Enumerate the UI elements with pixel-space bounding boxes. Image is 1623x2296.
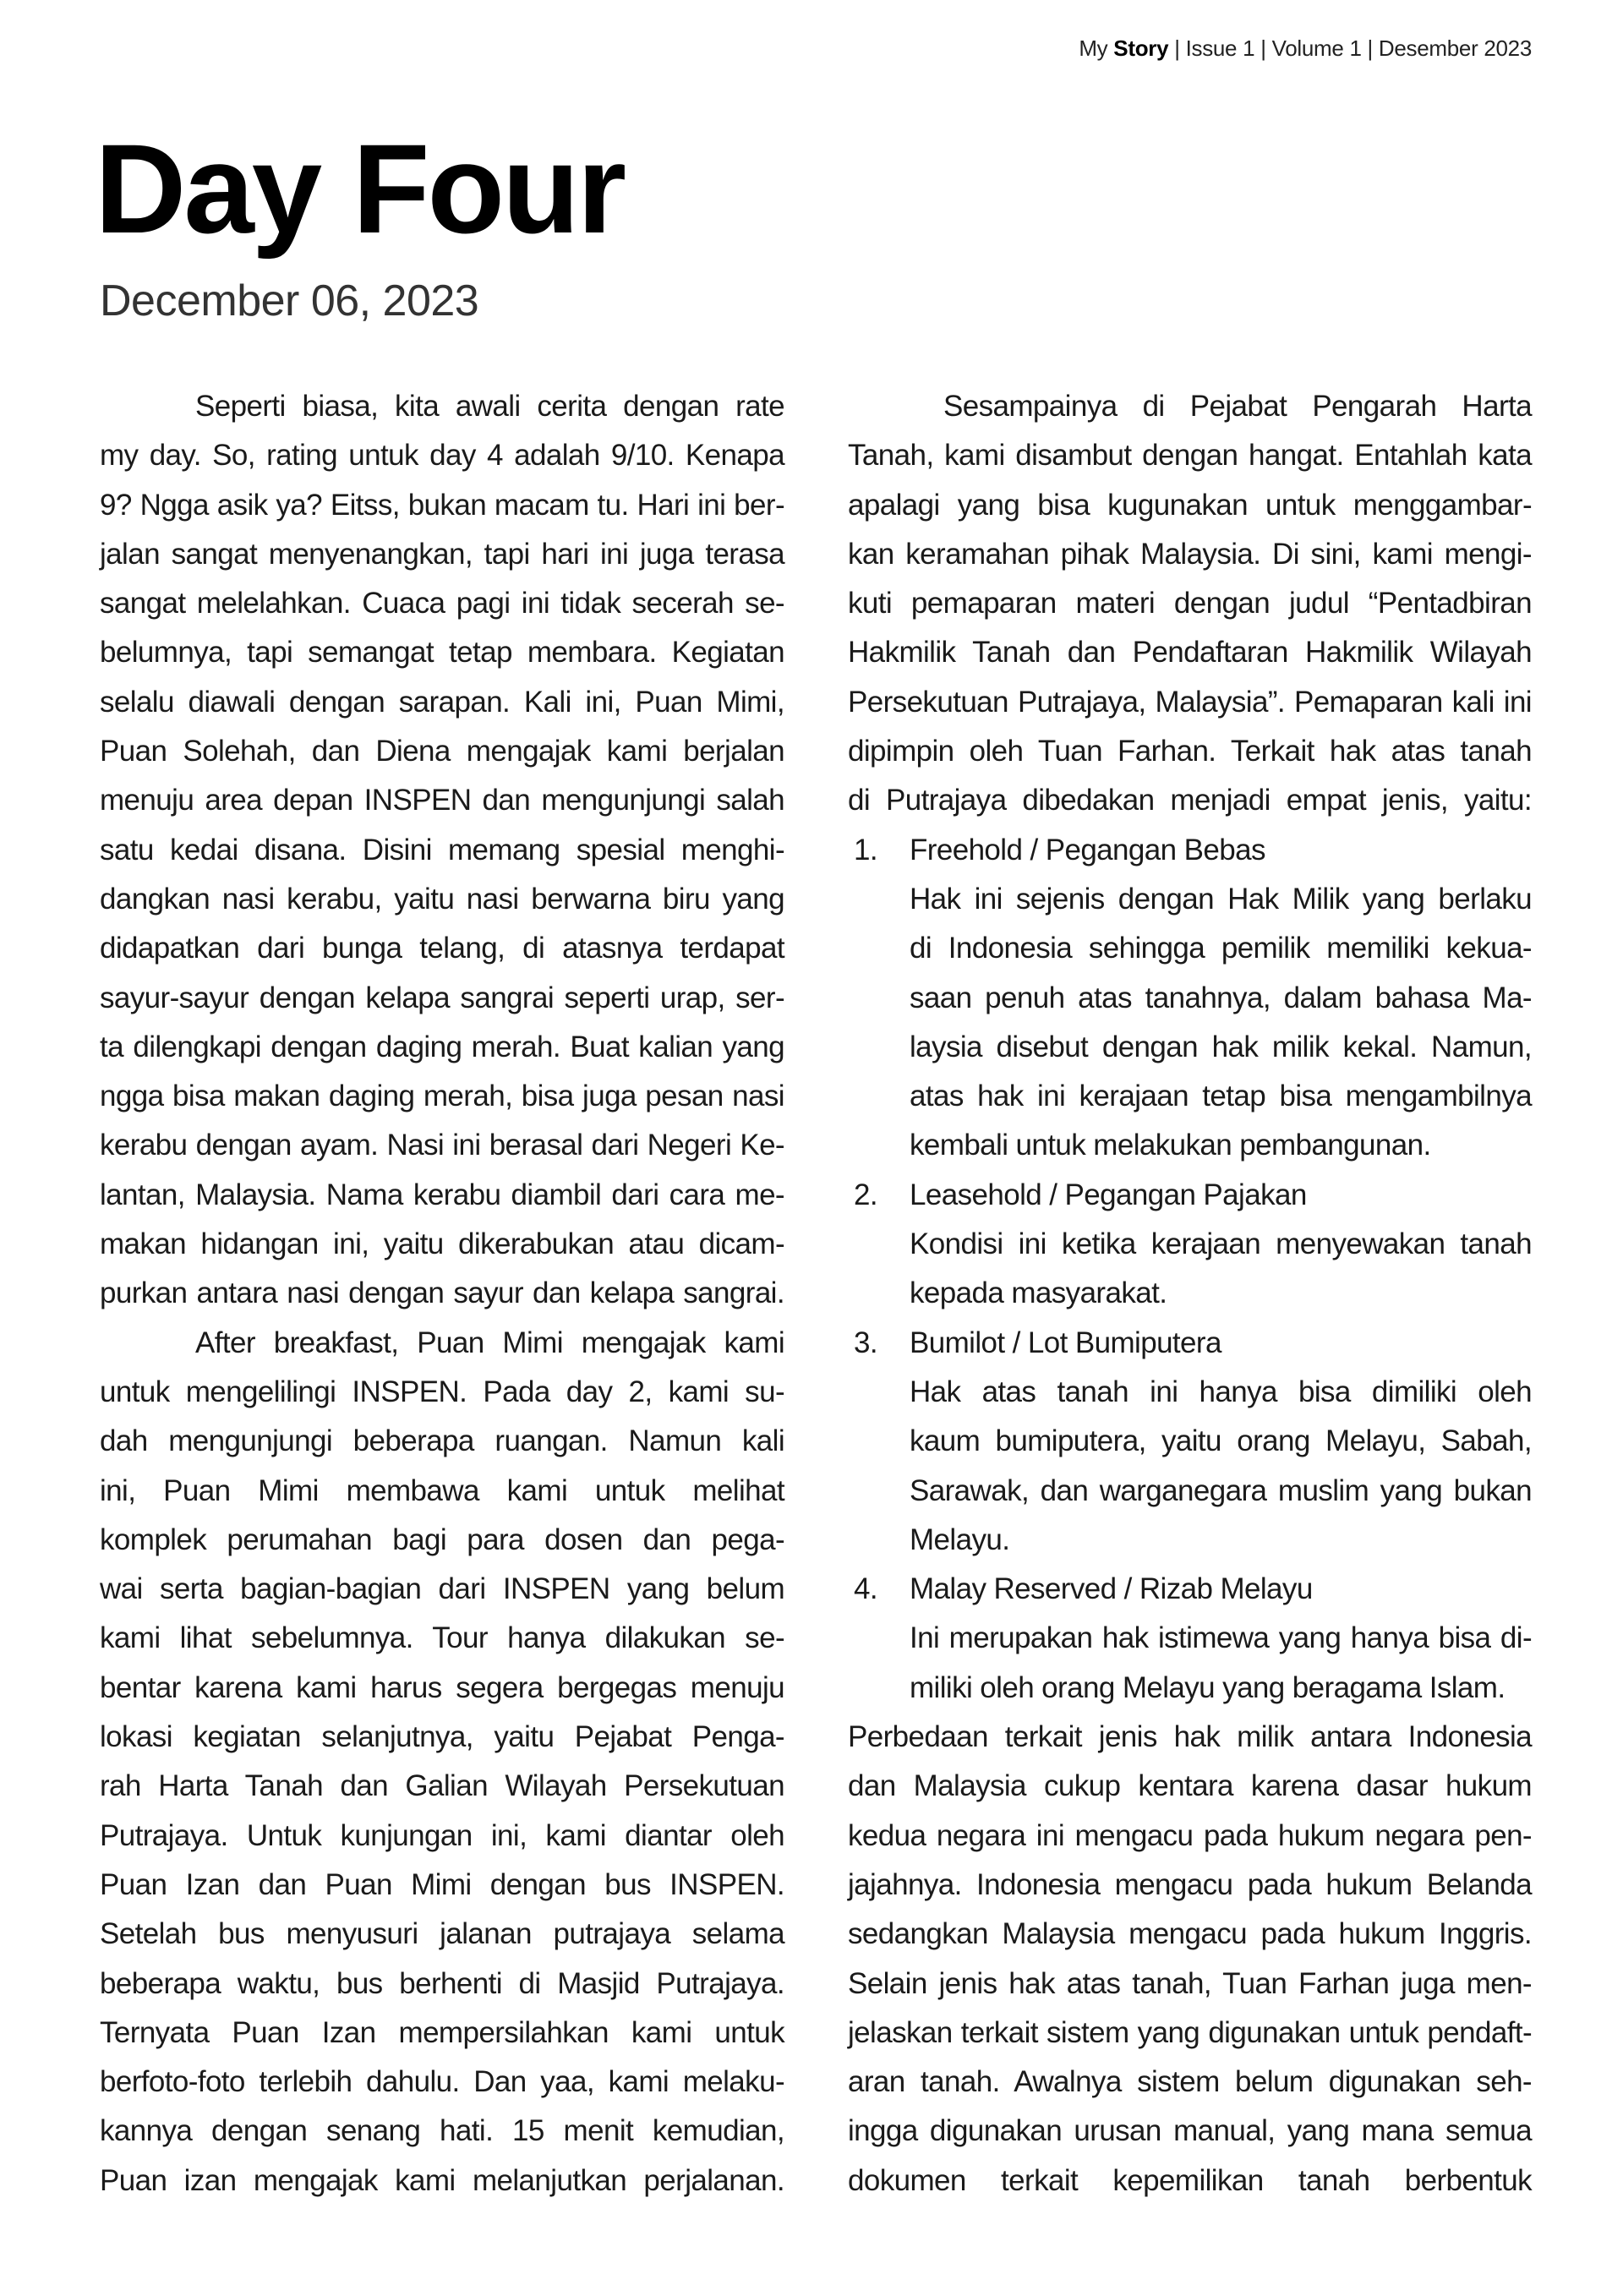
text-line: saan penuh atas tanahnya, dalam bahasa Ma- bbox=[910, 981, 1532, 1014]
header-issue-info: | Issue 1 | Volume 1 | Desember 2023 bbox=[1168, 36, 1532, 61]
header-prefix: My bbox=[1079, 36, 1114, 61]
text-line: komplek perumahan bagi para dosen dan pega- bbox=[100, 1522, 784, 1556]
paragraph-comparison bbox=[848, 1713, 1532, 2206]
text-line: Persekutuan Putrajaya, Malaysia”. Pemaparan kali ini bbox=[848, 685, 1532, 719]
text-line: dipimpin oleh Tuan Farhan. Terkait hak atas tanah bbox=[848, 735, 1532, 768]
text-line: my day. So, rating untuk day 4 adalah 9/10. Kenapa bbox=[100, 439, 784, 473]
list-number: 4. bbox=[854, 1572, 877, 1606]
text-line: After breakfast, Puan Mimi mengajak kami bbox=[195, 1326, 784, 1359]
text-line: ta dilengkapi dengan daging merah. Buat kalian yang bbox=[100, 1030, 784, 1063]
text-line: Kondisi ini ketika kerajaan menyewakan tanah bbox=[910, 1227, 1532, 1261]
text-line: makan hidangan ini, yaitu dikerabukan atau dicam- bbox=[100, 1227, 784, 1261]
text-line: dan Malaysia cukup kentara karena dasar hukum bbox=[848, 1769, 1532, 1803]
page-title: Day Four bbox=[95, 118, 625, 260]
text-line: ngga bisa makan daging merah, bisa juga pesan nasi bbox=[100, 1080, 784, 1113]
text-line: Puan Izan dan Puan Mimi dengan bus INSPEN. bbox=[100, 1867, 784, 1901]
text-line: kembali untuk melakukan pembangunan. bbox=[910, 1129, 1431, 1162]
list-number: 1. bbox=[854, 833, 877, 866]
text-line: ingga digunakan urusan manual, yang mana semua bbox=[848, 2114, 1532, 2148]
text-line: Hakmilik Tanah dan Pendaftaran Hakmilik Wilayah bbox=[848, 636, 1532, 670]
paragraph-arrival bbox=[848, 382, 1532, 826]
issue-header bbox=[1079, 36, 1532, 62]
text-line: purkan antara nasi dengan sayur dan kelapa sangrai. bbox=[100, 1276, 784, 1310]
text-line: dangkan nasi kerabu, yaitu nasi berwarna biru yang bbox=[100, 882, 784, 916]
text-line: didapatkan dari bunga telang, di atasnya terdapat bbox=[100, 932, 784, 965]
text-line: jajahnya. Indonesia mengacu pada hukum Belanda bbox=[848, 1867, 1532, 1901]
text-line: lantan, Malaysia. Nama kerabu diambil dari cara me- bbox=[100, 1178, 784, 1211]
left-column bbox=[100, 382, 784, 2206]
text-line: sayur-sayur dengan kelapa sangrai seperti urap, ser- bbox=[100, 981, 784, 1014]
text-line: miliki oleh orang Melayu yang beragama Islam. bbox=[910, 1670, 1506, 1704]
text-line: Sesampainya di Pejabat Pengarah Harta bbox=[943, 390, 1532, 423]
text-line: aran tanah. Awalnya sistem belum digunakan seh- bbox=[848, 2065, 1532, 2099]
list-item-leasehold bbox=[848, 1171, 1532, 1319]
text-line: beberapa waktu, bus berhenti di Masjid Putrajaya. bbox=[100, 1966, 784, 2000]
list-item-malay-reserved bbox=[848, 1565, 1532, 1713]
text-line: Putrajaya. Untuk kunjungan ini, kami diantar oleh bbox=[100, 1818, 784, 1852]
text-line: Sarawak, dan warganegara muslim yang bukan bbox=[910, 1473, 1532, 1507]
text-line: selalu diawali dengan sarapan. Kali ini, Puan Mimi, bbox=[100, 685, 784, 719]
text-line: berfoto-foto terlebih dahulu. Dan yaa, kami melaku- bbox=[100, 2065, 784, 2099]
article-date: December 06, 2023 bbox=[100, 276, 479, 325]
text-line: wai serta bagian-bagian dari INSPEN yang belum bbox=[100, 1572, 784, 1606]
list-item-bumilot bbox=[848, 1319, 1532, 1565]
text-line: Perbedaan terkait jenis hak milik antara Indonesia bbox=[848, 1720, 1532, 1754]
text-line: satu kedai disana. Disini memang spesial menghi- bbox=[100, 833, 784, 866]
text-line: di Putrajaya dibedakan menjadi empat jenis, yaitu: bbox=[848, 784, 1532, 817]
text-line: kepada masyarakat. bbox=[910, 1276, 1167, 1310]
text-line: belumnya, tapi semangat tetap membara. Kegiatan bbox=[100, 636, 784, 670]
text-line: Ini merupakan hak istimewa yang hanya bisa di- bbox=[910, 1621, 1532, 1655]
text-line: jelaskan terkait sistem yang digunakan untuk pendaft- bbox=[848, 2015, 1532, 2049]
text-line: sedangkan Malaysia mengacu pada hukum Inggris. bbox=[848, 1917, 1532, 1951]
text-line: kedua negara ini mengacu pada hukum negara pen- bbox=[848, 1818, 1532, 1852]
text-line: apalagi yang bisa kugunakan untuk menggambar- bbox=[848, 488, 1532, 522]
list-heading: Bumilot / Lot Bumiputera bbox=[910, 1326, 1221, 1359]
text-line: Ternyata Puan Izan mempersilahkan kami untuk bbox=[100, 2015, 784, 2049]
text-line: untuk mengelilingi INSPEN. Pada day 2, kami su- bbox=[100, 1375, 784, 1408]
text-line: Seperti biasa, kita awali cerita dengan rate bbox=[195, 390, 784, 423]
paragraph-tour bbox=[100, 1319, 784, 2206]
text-line: kan keramahan pihak Malaysia. Di sini, kami mengi- bbox=[848, 537, 1532, 571]
text-line: 9? Ngga asik ya? Eitss, bukan macam tu. Hari ini ber- bbox=[100, 488, 784, 522]
text-line: Melayu. bbox=[910, 1522, 1010, 1556]
right-column bbox=[848, 382, 1532, 2206]
list-heading: Malay Reserved / Rizab Melayu bbox=[910, 1572, 1313, 1606]
text-line: kerabu dengan ayam. Nasi ini berasal dari Negeri Ke- bbox=[100, 1129, 784, 1162]
text-line: sangat melelahkan. Cuaca pagi ini tidak secerah se- bbox=[100, 587, 784, 620]
text-line: lokasi kegiatan selanjutnya, yaitu Pejabat Penga- bbox=[100, 1720, 784, 1754]
list-heading: Freehold / Pegangan Bebas bbox=[910, 833, 1265, 866]
text-line: atas hak ini kerajaan tetap bisa mengambilnya bbox=[910, 1080, 1532, 1113]
header-brand: Story bbox=[1113, 36, 1169, 61]
text-line: dah mengunjungi beberapa ruangan. Namun kali bbox=[100, 1424, 784, 1458]
text-line: jalan sangat menyenangkan, tapi hari ini juga terasa bbox=[100, 537, 784, 571]
list-number: 2. bbox=[854, 1178, 877, 1211]
list-heading: Leasehold / Pegangan Pajakan bbox=[910, 1178, 1307, 1211]
text-line: Hak ini sejenis dengan Hak Milik yang berlaku bbox=[910, 882, 1532, 916]
text-line: kuti pemaparan materi dengan judul “Pentadbiran bbox=[848, 587, 1532, 620]
text-line: Setelah bus menyusuri jalanan putrajaya selama bbox=[100, 1917, 784, 1951]
text-line: kaum bumiputera, yaitu orang Melayu, Sabah, bbox=[910, 1424, 1532, 1458]
text-line: Puan izan mengajak kami melanjutkan perjalanan. bbox=[100, 2163, 784, 2197]
text-line: laysia disebut dengan hak milik kekal. Namun, bbox=[910, 1030, 1532, 1063]
text-line: kami lihat sebelumnya. Tour hanya dilakukan se- bbox=[100, 1621, 784, 1655]
list-number: 3. bbox=[854, 1326, 877, 1359]
text-line: ini, Puan Mimi membawa kami untuk melihat bbox=[100, 1473, 784, 1507]
text-line: Tanah, kami disambut dengan hangat. Entahlah kata bbox=[848, 439, 1532, 473]
text-line: Selain jenis hak atas tanah, Tuan Farhan juga men- bbox=[848, 1966, 1532, 2000]
paragraph-breakfast bbox=[100, 382, 784, 1319]
text-line: Hak atas tanah ini hanya bisa dimiliki oleh bbox=[910, 1375, 1532, 1408]
text-line: Puan Solehah, dan Diena mengajak kami berjalan bbox=[100, 735, 784, 768]
text-line: kannya dengan senang hati. 15 menit kemudian, bbox=[100, 2114, 784, 2148]
text-line: menuju area depan INSPEN dan mengunjungi salah bbox=[100, 784, 784, 817]
text-line: di Indonesia sehingga pemilik memiliki kekua- bbox=[910, 932, 1532, 965]
list-item-freehold bbox=[848, 826, 1532, 1171]
text-line: bentar karena kami harus segera bergegas menuju bbox=[100, 1670, 784, 1704]
land-rights-list bbox=[848, 826, 1532, 1713]
text-line: rah Harta Tanah dan Galian Wilayah Persekutuan bbox=[100, 1769, 784, 1803]
text-line: dokumen terkait kepemilikan tanah berbentuk bbox=[848, 2163, 1532, 2197]
